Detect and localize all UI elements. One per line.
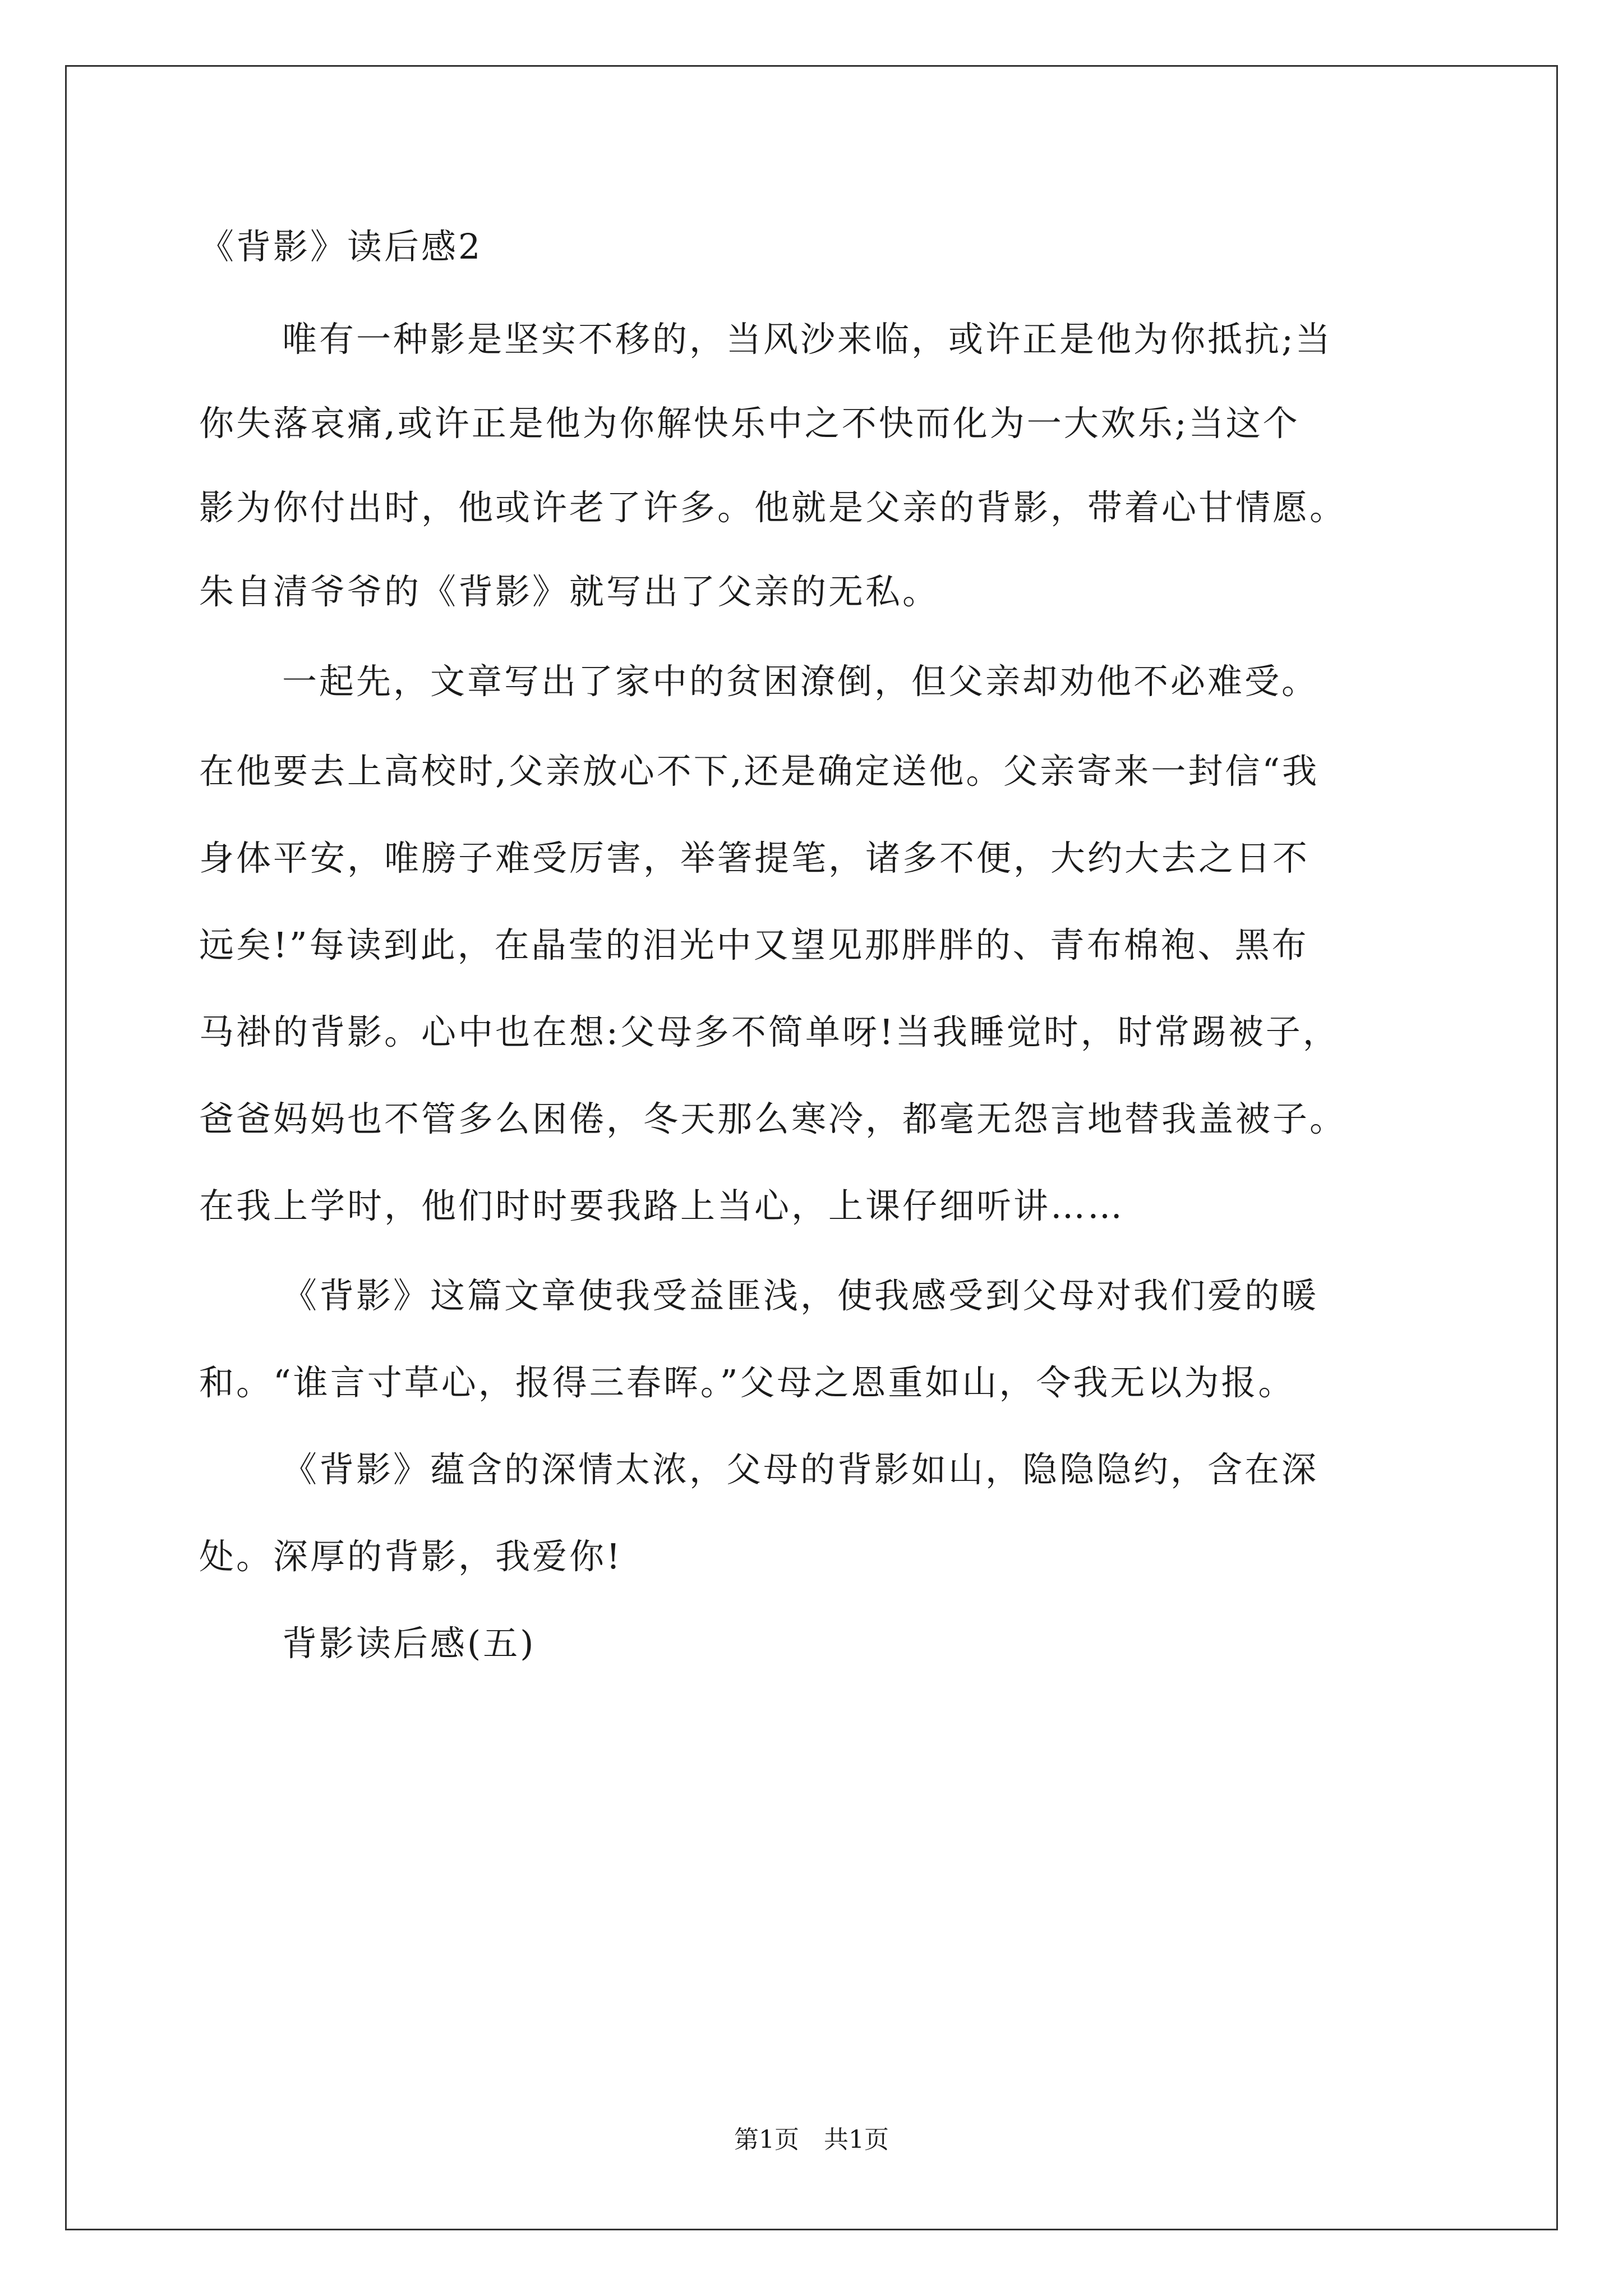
text-line: 远矣!”每读到此，在晶莹的泪光中又望见那胖胖的、青布棉袍、黑布 [199, 924, 1309, 965]
page-footer: 第1页 共1页 [734, 2125, 889, 2154]
text-line: 《背影》这篇文章使我受益匪浅，使我感受到父母对我们爱的暖 [282, 1275, 1319, 1316]
text-line: 和。“谁言寸草心，报得三春晖。”父母之恩重如山，令我无以为报。 [199, 1362, 1295, 1403]
text-line: 身体平安，唯膀子难受厉害，举箸提笔，诸多不便，大约大去之日不 [199, 838, 1310, 878]
text-line: 处。深厚的背影，我爱你! [199, 1536, 623, 1577]
text-line: 朱自清爷爷的《背影》就写出了父亲的无私。 [199, 571, 940, 612]
text-line: 影为你付出时，他或许老了许多。他就是父亲的背影，带着心甘情愿。 [199, 487, 1347, 528]
text-line: 在他要去上高校时,父亲放心不下,还是确定送他。父亲寄来一封信“我 [199, 751, 1320, 792]
text-line: 一起先，文章写出了家中的贫困潦倒，但父亲却劝他不必难受。 [282, 661, 1319, 702]
document-title: 《背影》读后感2 [199, 226, 483, 267]
text-line: 你失落哀痛,或许正是他为你解快乐中之不快而化为一大欢乐;当这个 [199, 403, 1300, 444]
text-line: 在我上学时，他们时时要我路上当心，上课仔细听讲…… [199, 1185, 1125, 1226]
section-heading: 背影读后感(五) [282, 1623, 536, 1664]
text-line: 《背影》蕴含的深情太浓，父母的背影如山，隐隐隐约，含在深 [282, 1449, 1319, 1490]
text-line: 马褂的背影。心中也在想:父母多不简单呀!当我睡觉时，时常踢被子， [199, 1011, 1340, 1052]
text-line: 唯有一种影是坚实不移的，当风沙来临，或许正是他为你抵抗;当 [282, 319, 1332, 360]
text-line: 爸爸妈妈也不管多么困倦，冬天那么寒冷，都毫无怨言地替我盖被子。 [199, 1098, 1347, 1139]
